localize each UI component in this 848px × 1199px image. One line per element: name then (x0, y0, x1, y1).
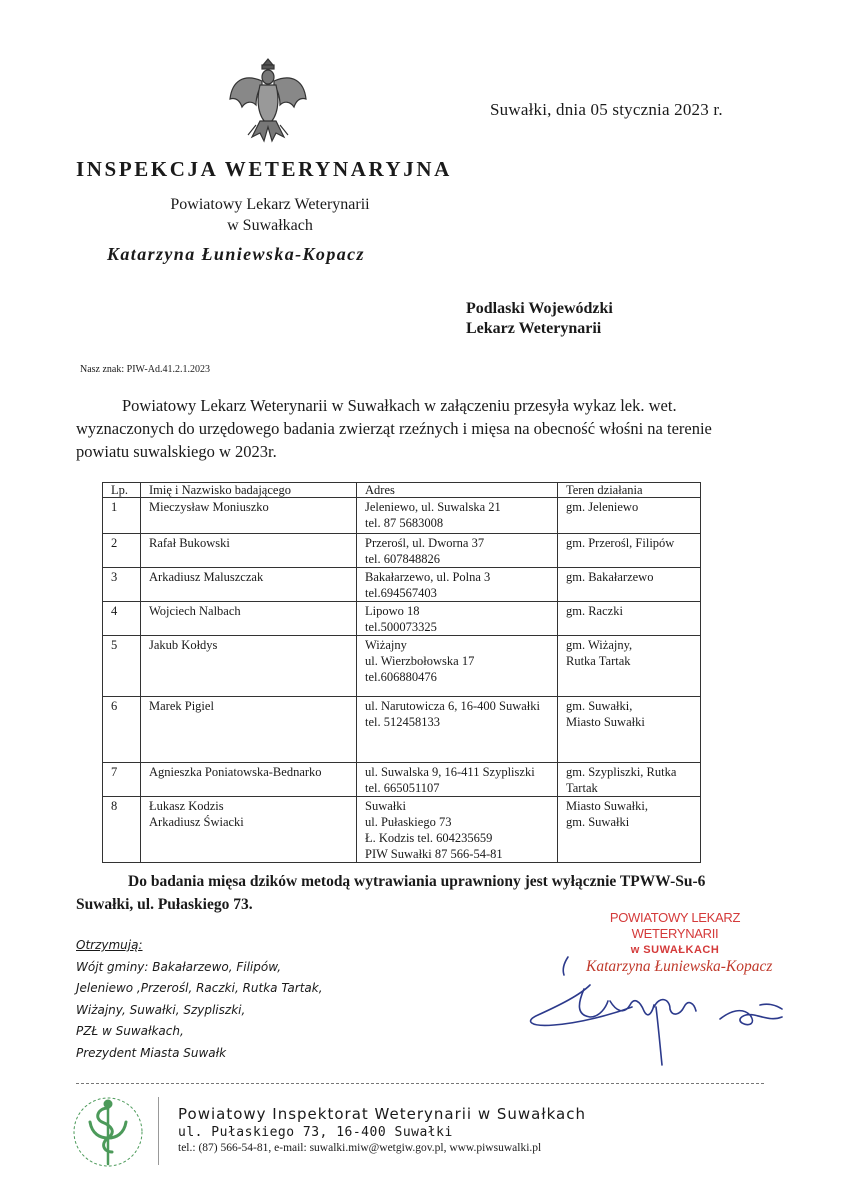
distribution-heading: Otrzymują: (76, 938, 143, 952)
body-paragraph (76, 394, 756, 463)
area-cell-line: gm. Suwałki, (566, 699, 633, 713)
header-name: Imię i Nazwisko badającego (141, 483, 357, 498)
address-cell-line: tel.606880476 (365, 670, 437, 684)
note-line-2: Suwałki, ul. Pułaskiego 73. (76, 896, 253, 913)
area-cell-line: gm. Jeleniewo (566, 500, 639, 514)
address-cell (357, 763, 558, 797)
area-cell (558, 763, 701, 797)
office-line-2: w Suwałkach (227, 217, 313, 234)
recipient-line-1: Podlaski Wojewódzki (466, 300, 613, 317)
address-cell-line: tel.500073325 (365, 620, 437, 634)
lp-cell: 6 (103, 697, 141, 763)
footer-address (178, 1105, 586, 1154)
recipient-line-2: Lekarz Weterynarii (466, 320, 602, 337)
distribution-line: PZŁ w Suwałkach, (76, 1024, 184, 1038)
veterinary-caduceus-logo-icon (68, 1092, 148, 1172)
recipient-block (466, 299, 613, 339)
reference-number: Nasz znak: PIW-Ad.41.2.1.2023 (80, 364, 210, 375)
table-row (103, 498, 701, 534)
name-cell-line: Marek Pigiel (149, 699, 214, 713)
address-cell (357, 534, 558, 568)
header-area: Teren działania (558, 483, 701, 498)
footer-divider (76, 1083, 764, 1084)
area-cell (558, 797, 701, 863)
table-row (103, 763, 701, 797)
distribution-line: Wiżajny, Suwałki, Szypliszki, (76, 1002, 246, 1017)
area-cell-line: gm. Przerośl, Filipów (566, 536, 675, 550)
header-address: Adres (357, 483, 558, 498)
name-cell-line: Agnieszka Poniatowska-Bednarko (149, 765, 322, 779)
area-cell (558, 602, 701, 636)
address-cell-line: ul. Pułaskiego 73 (365, 815, 452, 829)
polish-eagle-emblem-icon (226, 55, 310, 147)
name-cell-line: Rafał Bukowski (149, 536, 230, 550)
lp-cell: 8 (103, 797, 141, 863)
name-cell-line: Jakub Kołdys (149, 638, 218, 652)
footer-contacts: tel.: (87) 566-54-81, e-mail: suwalki.miw@wetgiw.gov.pl, www.piwsuwalki.pl (178, 1142, 542, 1154)
address-cell (357, 636, 558, 697)
distribution-line: Wójt gminy: Bakałarzewo, Filipów, (76, 959, 282, 974)
institution-name: INSPEKCJA WETERYNARYJNA (76, 157, 452, 181)
address-cell-line: ul. Wierzbołowska 17 (365, 654, 475, 668)
name-cell-line: Arkadiusz Świacki (149, 815, 244, 829)
name-cell (141, 797, 357, 863)
table-row (103, 534, 701, 568)
name-cell (141, 568, 357, 602)
area-cell (558, 697, 701, 763)
veterinarians-table (102, 482, 701, 863)
address-cell-line: Bakałarzewo, ul. Polna 3 (365, 570, 491, 584)
area-cell (558, 568, 701, 602)
name-cell-line: Mieczysław Moniuszko (149, 500, 269, 514)
distribution-list (76, 935, 323, 1064)
address-cell-line: Jeleniewo, ul. Suwalska 21 (365, 500, 501, 514)
address-cell (357, 797, 558, 863)
table-row (103, 636, 701, 697)
address-cell-line: ul. Suwalska 9, 16-411 Szypliszki (365, 765, 535, 779)
stamp-line-2: w SUWAŁKACH (630, 944, 720, 956)
table-row (103, 602, 701, 636)
area-cell-line: Rutka Tartak (566, 654, 631, 668)
address-cell-line: Suwałki (365, 799, 406, 813)
name-cell-line: Arkadiusz Maluszczak (149, 570, 264, 584)
area-cell-line: gm. Wiżajny, (566, 638, 633, 652)
address-cell (357, 568, 558, 602)
address-cell-line: PIW Suwałki 87 566-54-81 (365, 847, 503, 861)
area-cell-line: gm. Suwałki (566, 815, 630, 829)
address-cell-line: tel. 512458133 (365, 715, 440, 729)
table-row (103, 797, 701, 863)
lp-cell: 3 (103, 568, 141, 602)
office-line-1: Powiatowy Lekarz Weterynarii (170, 196, 370, 213)
signer-name: Katarzyna Łuniewska-Kopacz (586, 958, 773, 975)
table-row (103, 568, 701, 602)
address-cell (357, 697, 558, 763)
lp-cell: 4 (103, 602, 141, 636)
footer-separator (158, 1097, 159, 1165)
name-cell-line: Wojciech Nalbach (149, 604, 241, 618)
address-cell-line: tel. 87 5683008 (365, 516, 444, 530)
name-cell (141, 697, 357, 763)
address-cell-line: tel.694567403 (365, 586, 437, 600)
address-cell-line: Wiżajny (365, 638, 407, 652)
area-cell-line: Tartak (566, 781, 598, 795)
address-cell-line: tel. 665051107 (365, 781, 440, 795)
address-cell-line: ul. Narutowicza 6, 16-400 Suwałki (365, 699, 540, 713)
distribution-line: Prezydent Miasta Suwałk (76, 1045, 227, 1060)
area-cell-line: gm. Bakałarzewo (566, 570, 654, 584)
address-cell (357, 602, 558, 636)
name-cell (141, 602, 357, 636)
area-cell (558, 498, 701, 534)
area-cell-line: gm. Szypliszki, Rutka (566, 765, 677, 779)
area-cell-line: gm. Raczki (566, 604, 623, 618)
name-cell (141, 636, 357, 697)
stamp-line-1: POWIATOWY LEKARZ WETERYNARII (609, 910, 741, 941)
lp-cell: 2 (103, 534, 141, 568)
area-cell (558, 534, 701, 568)
document-date: Suwałki, dnia 05 stycznia 2023 r. (490, 100, 723, 119)
area-cell-line: Miasto Suwałki (566, 715, 645, 729)
lp-cell: 7 (103, 763, 141, 797)
name-cell (141, 763, 357, 797)
note-line-1: Do badania mięsa dzików metodą wytrawiania uprawniony jest wyłącznie TPWW-Su-6 (128, 873, 706, 890)
name-cell-line: Łukasz Kodzis (149, 799, 224, 813)
table-row (103, 697, 701, 763)
office-name (0, 194, 540, 236)
address-cell-line: Lipowo 18 (365, 604, 420, 618)
area-cell-line: Miasto Suwałki, (566, 799, 648, 813)
table-header-row (103, 483, 701, 498)
address-cell-line: Ł. Kodzis tel. 604235659 (365, 831, 493, 845)
name-cell (141, 534, 357, 568)
address-cell-line: tel. 607848826 (365, 552, 440, 566)
footer-institution: Powiatowy Inspektorat Weterynarii w Suwałkach (178, 1105, 586, 1123)
address-cell-line: Przerośl, ul. Dworna 37 (365, 536, 485, 550)
body-line-2: wyznaczonych do urzędowego badania zwierząt rzeźnych i mięsa na obecność włośni na terenie (76, 419, 712, 438)
distribution-line: Jeleniewo ,Przerośl, Raczki, Rutka Tartak, (76, 981, 323, 995)
official-name: Katarzyna Łuniewska-Kopacz (107, 244, 365, 264)
header-lp: Lp. (103, 483, 141, 498)
address-cell (357, 498, 558, 534)
lp-cell: 1 (103, 498, 141, 534)
footer-street: ul. Pułaskiego 73, 16-400 Suwałki (178, 1125, 453, 1140)
name-cell (141, 498, 357, 534)
body-line-1: Powiatowy Lekarz Weterynarii w Suwałkach w załączeniu przesyła wykaz lek. wet. (122, 396, 677, 415)
area-cell (558, 636, 701, 697)
lp-cell: 5 (103, 636, 141, 697)
body-line-3: powiatu suwalskiego w 2023r. (76, 442, 277, 461)
